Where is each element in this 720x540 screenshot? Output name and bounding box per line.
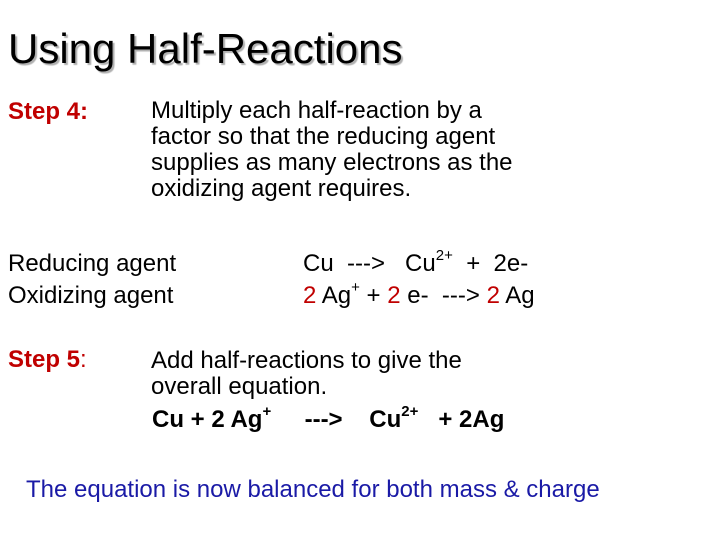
step-4-line: supplies as many electrons as the <box>151 149 513 176</box>
step-5-line: Add half-reactions to give the <box>151 347 462 374</box>
step-5-label: Step 5: <box>8 346 87 373</box>
conclusion-text: The equation is now balanced for both mass & charge <box>26 476 600 503</box>
step-5-text <box>151 348 462 400</box>
reducing-agent-label: Reducing agent <box>8 250 177 277</box>
step-4-label: Step 4: <box>8 98 89 125</box>
step-4-line: Multiply each half-reaction by a <box>151 97 482 124</box>
oxidizing-agent-label: Oxidizing agent <box>8 282 174 309</box>
step-5-line: overall equation. <box>151 373 328 400</box>
step-4-line: factor so that the reducing agent <box>151 123 496 150</box>
coefficient: 2 <box>387 282 401 309</box>
overall-equation: Cu + 2 Ag+ ---> $Cu^{2+}$ + 2Ag <box>152 403 505 433</box>
page-title: Using Half-Reactions <box>8 25 403 72</box>
coefficient: 2 <box>303 282 317 309</box>
step-4-line: oxidizing agent requires. <box>151 175 412 202</box>
step-4-text <box>151 98 513 202</box>
coefficient: 2 <box>486 282 500 309</box>
reducing-half-reaction: Cu ---> $Cu^{2+} + 2e-$ <box>303 247 529 277</box>
oxidizing-half-reaction: 2 Ag+ + 2 e- ---> 2 Ag <box>303 279 535 309</box>
